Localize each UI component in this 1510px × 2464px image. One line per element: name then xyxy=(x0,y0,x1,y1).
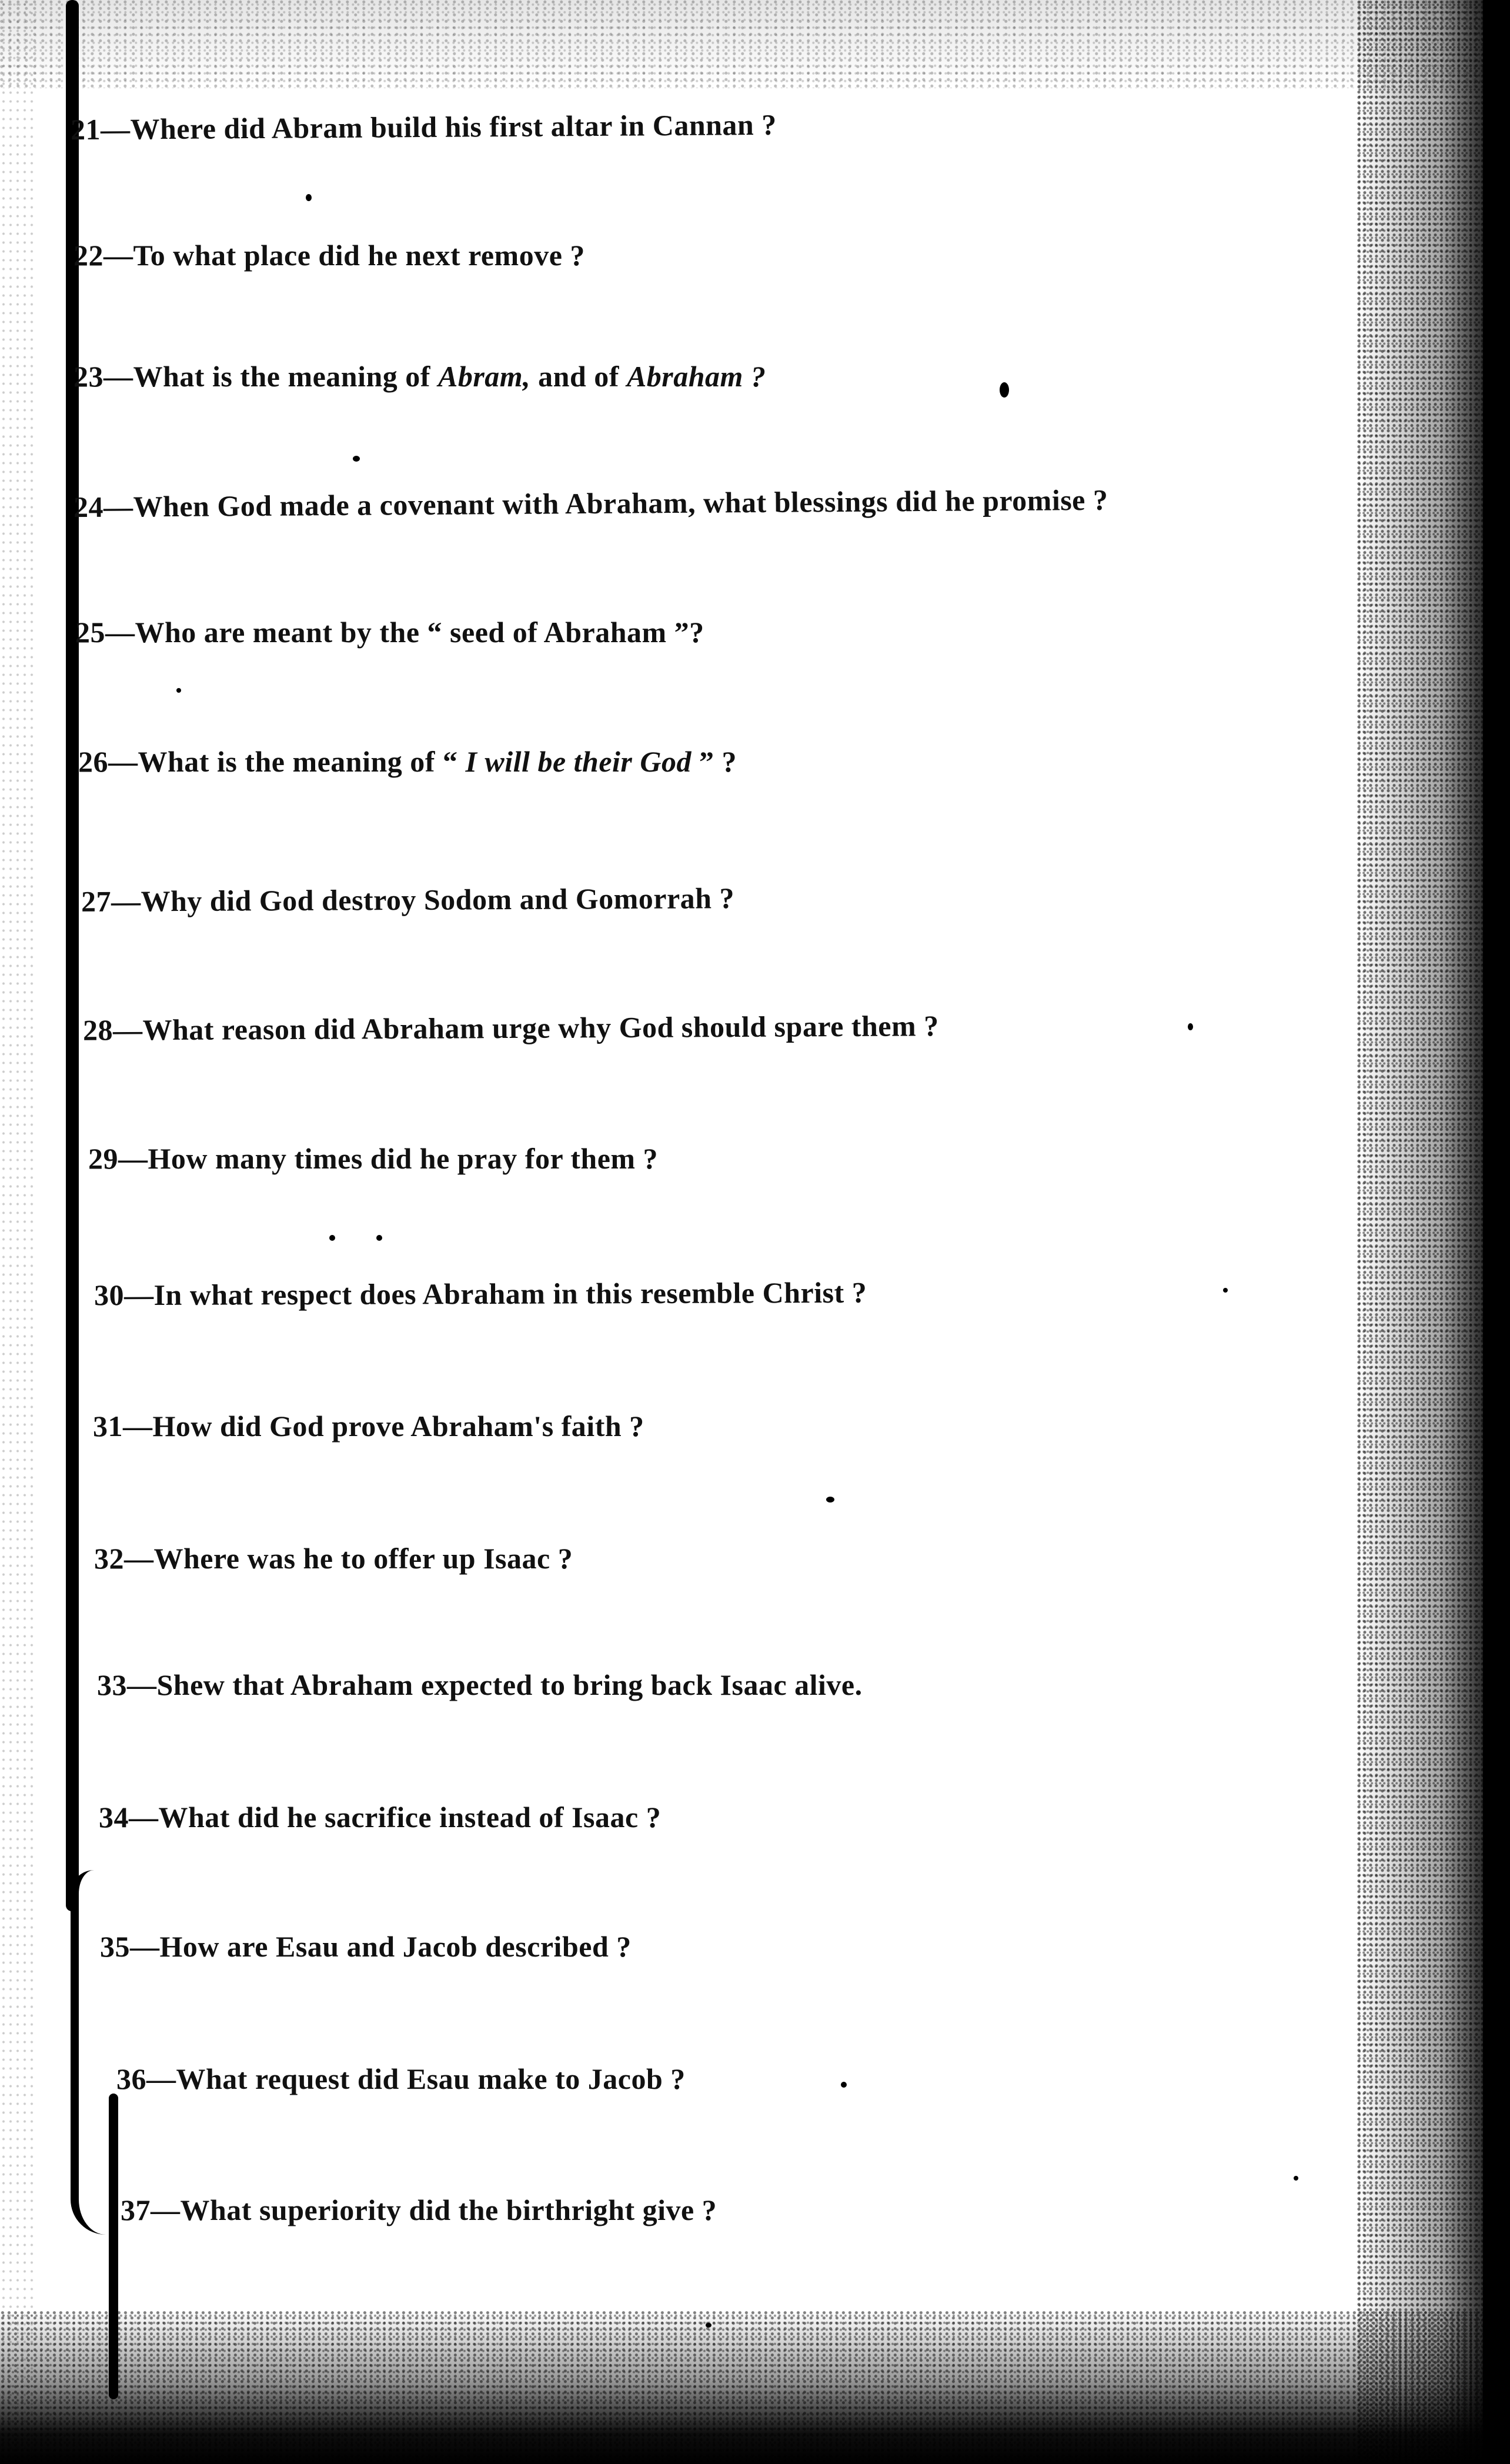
question-21 xyxy=(71,107,777,147)
question-separator: — xyxy=(118,1142,148,1175)
question-31 xyxy=(93,1408,644,1444)
question-number: 28 xyxy=(82,1013,113,1047)
question-number: 24 xyxy=(73,490,104,524)
question-separator: — xyxy=(124,1542,154,1575)
question-text: What superiority did the birthright give ? xyxy=(180,2193,717,2226)
question-number: 29 xyxy=(88,1142,118,1175)
question-text: When God made a covenant with Abraham, what blessings did he promise ? xyxy=(133,483,1108,523)
question-separator: — xyxy=(103,239,133,272)
question-separator: — xyxy=(129,1801,159,1834)
question-text: Where was he to offer up Isaac ? xyxy=(153,1542,573,1575)
question-separator: — xyxy=(123,1278,154,1312)
question-separator: — xyxy=(103,360,133,393)
question-separator: — xyxy=(146,2062,176,2095)
question-text: Who are meant by the “ seed of Abraham ”? xyxy=(135,616,704,649)
question-25 xyxy=(75,615,704,650)
question-text: How did God prove Abraham's faith ? xyxy=(152,1410,644,1443)
question-text: and of xyxy=(530,360,627,393)
question-separator: — xyxy=(108,745,138,778)
question-32 xyxy=(94,1541,573,1576)
question-number: 27 xyxy=(81,884,112,918)
question-33 xyxy=(97,1667,863,1702)
question-37 xyxy=(121,2192,717,2228)
question-text: Where did Abram build his first altar in Cannan ? xyxy=(130,108,777,146)
question-number: 30 xyxy=(93,1278,125,1312)
question-text: What request did Esau make to Jacob ? xyxy=(176,2062,686,2095)
question-number: 34 xyxy=(99,1801,129,1834)
question-separator: — xyxy=(127,1668,157,1701)
question-27 xyxy=(81,880,734,919)
question-separator: — xyxy=(100,112,131,146)
question-separator: — xyxy=(123,1410,153,1443)
question-number: 35 xyxy=(100,1930,130,1963)
question-22 xyxy=(74,238,585,273)
question-36 xyxy=(116,2061,686,2096)
question-text: What did he sacrifice instead of Isaac ? xyxy=(158,1801,662,1834)
question-number: 31 xyxy=(93,1410,123,1443)
question-number: 21 xyxy=(70,112,101,146)
question-number: 22 xyxy=(74,239,103,272)
question-text: ” ? xyxy=(691,745,737,778)
question-number: 33 xyxy=(97,1668,127,1701)
question-number: 26 xyxy=(78,745,108,778)
question-text: To what place did he next remove ? xyxy=(133,239,585,272)
question-number: 23 xyxy=(74,360,103,393)
question-text: What reason did Abraham urge why God should spare them ? xyxy=(142,1009,939,1047)
question-number: 37 xyxy=(121,2193,151,2226)
question-italic-phrase: I will be their God xyxy=(465,745,691,778)
question-separator: — xyxy=(103,490,133,523)
question-35 xyxy=(100,1929,632,1964)
question-28 xyxy=(83,1008,939,1048)
question-26 xyxy=(78,744,737,779)
question-text: Shew that Abraham expected to bring back Isaac alive. xyxy=(156,1668,863,1701)
question-text: How many times did he pray for them ? xyxy=(148,1142,659,1175)
question-30 xyxy=(94,1275,867,1313)
question-text: Why did God destroy Sodom and Gomorrah ? xyxy=(141,882,735,918)
question-separator: — xyxy=(130,1930,160,1963)
question-number: 32 xyxy=(94,1542,124,1575)
question-34 xyxy=(99,1799,661,1835)
question-29 xyxy=(88,1141,658,1176)
question-separator: — xyxy=(151,2193,181,2226)
question-separator: — xyxy=(105,616,135,649)
question-24 xyxy=(74,482,1108,525)
question-text: In what respect does Abraham in this resemble Christ ? xyxy=(153,1276,867,1311)
question-italic-term: Abraham ? xyxy=(626,360,766,393)
question-text: How are Esau and Jacob described ? xyxy=(159,1930,632,1963)
question-text: What is the meaning of xyxy=(133,360,438,393)
question-separator: — xyxy=(112,1013,143,1047)
question-number: 36 xyxy=(116,2062,146,2095)
question-separator: — xyxy=(111,884,141,918)
question-italic-term: Abram, xyxy=(437,360,531,393)
question-23 xyxy=(74,359,766,394)
question-number: 25 xyxy=(75,616,105,649)
question-text: What is the meaning of “ xyxy=(138,745,466,778)
